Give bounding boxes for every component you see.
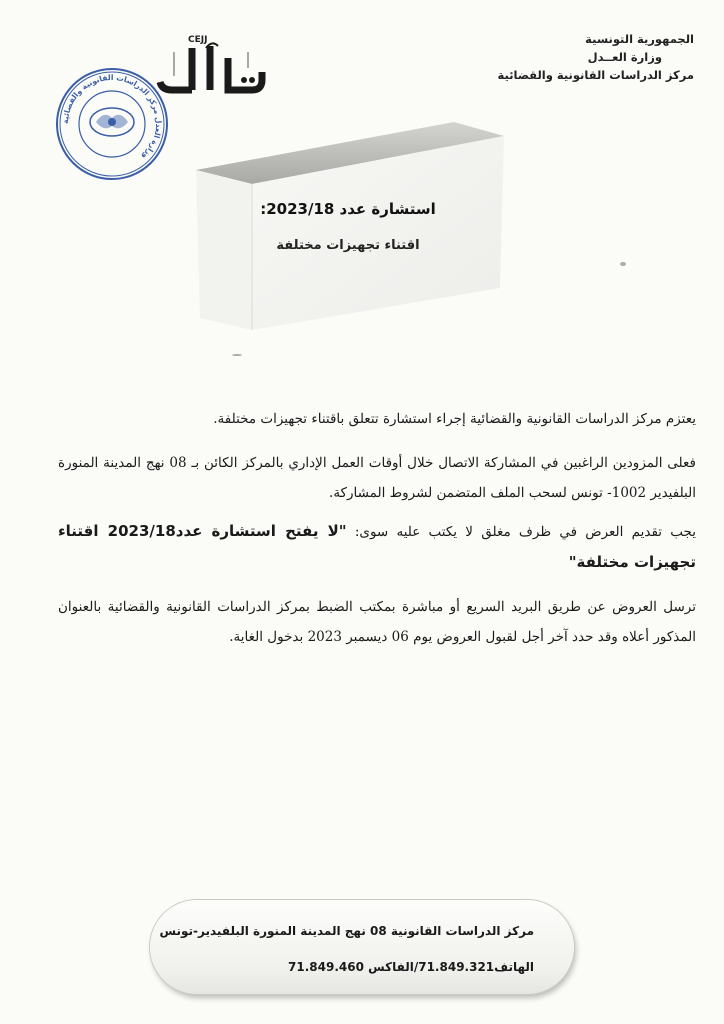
footer-contact-box [150,900,574,994]
paragraph-participation: فعلى المزودين الراغبين في المشاركة الاتصال خلال أوقات العمل الإداري بالمركز الكائن بـ 08 نهج المدينة المنورة البلفيدير 1002- تونس لسحب الملف المتضمن لشروط المشاركة. [58,455,696,501]
stamp-text: وزارة العدل مركز الدراسات القانونية والقضائية [60,72,164,162]
envelope-label: "لا يفتح استشارة عدد2023/18 اقتناء تجهيزات مختلفة" [58,522,696,571]
paragraph-submission: ترسل العروض عن طريق البريد السريع أو مباشرة بمكتب الضبط بمركز الدراسات القانونية والقضائية بالعنوان المذكور أعلاه وقد حدد آخر أجل لقبول العروض يوم 06 ديسمبر 2023 بدخول الغاية. [58,599,696,645]
scan-speck [620,262,626,266]
official-stamp-icon [54,66,170,182]
scan-speck [232,354,242,356]
consultation-title: استشارة عدد 2023/18: [260,200,436,218]
paragraph-intent: يعتزم مركز الدراسات القانونية والقضائية إجراء استشارة تتعلق باقتناء تجهيزات مختلفة. [213,411,696,427]
footer-phone-fax: الهاتف71.849.321/الفاكس 71.849.460 [288,960,534,974]
logo-label: CEJJ [188,35,208,45]
institution-header [364,30,694,84]
title-box [192,118,504,333]
header-republic: الجمهورية التونسية [585,32,694,46]
header-ministry: وزارة العــدل [587,50,662,64]
footer-address: مركز الدراسات القانونية 08 نهج المدينة المنورة البلفيدير-تونس [159,924,534,938]
consultation-subtitle: اقتناء تجهيزات مختلفة [276,238,420,253]
header-center: مركز الدراسات القانونية والقضائية [497,68,694,82]
envelope-instruction: يجب تقديم العرض في ظرف مغلق لا يكتب عليه سوى: [346,524,696,540]
paragraph-envelope [58,516,696,578]
